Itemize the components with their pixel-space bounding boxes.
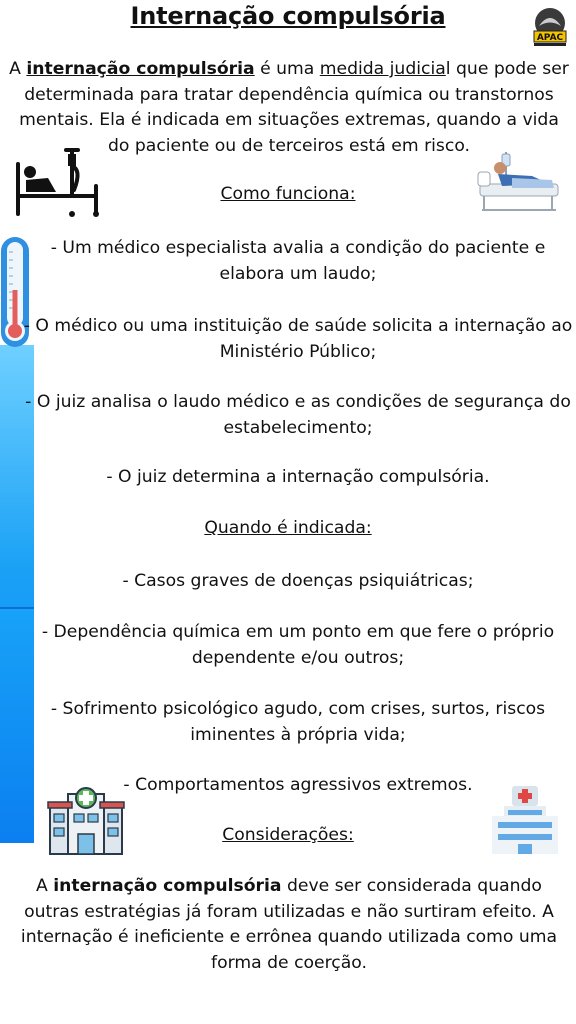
when-item: - Dependência química em um ponto em que fere o próprio dependente e/ou outros;: [41, 622, 555, 668]
intro-paragraph: A internação compulsória é uma medida judicial que pode ser determinada para tratar dependência química ou transtornos mentais. Ela é indicada em situações extremas, quando a vida do paciente ou de terceiros está em risco.: [9, 59, 569, 156]
how-item: - O médico ou uma instituição de saúde solicita a internação ao Ministério Público;: [23, 316, 573, 362]
how-heading: Como funciona:: [220, 184, 356, 204]
when-item: - Sofrimento psicológico agudo, com crises, surtos, riscos iminentes à própria vida;: [50, 699, 546, 745]
hospital-tower-icon: [490, 784, 560, 856]
considerations-term: internação compulsória: [53, 876, 282, 896]
how-item: - O juiz determina a internação compulsória.: [106, 467, 490, 487]
page-title: Internação compulsória: [130, 2, 446, 30]
considerations-heading: Considerações:: [222, 825, 354, 845]
hospital-bed-patient-icon: [12, 146, 104, 218]
intro-term: internação compulsória: [26, 59, 255, 79]
when-item: - Comportamentos agressivos extremos.: [123, 775, 473, 795]
how-item: - O juiz analisa o laudo médico e as condições de segurança do estabelecimento;: [25, 392, 571, 438]
hospital-building-icon: [46, 784, 126, 856]
patient-in-bed-icon: [472, 150, 562, 216]
considerations-paragraph: A internação compulsória deve ser considerada quando outras estratégias já foram utilizadas e não surtiram efeito. A internação é ineficiente e errônea quando utilizada como uma forma de coerção.: [20, 876, 558, 973]
how-item: - Um médico especialista avalia a condição do paciente e elabora um laudo;: [50, 238, 546, 284]
svg-text:APAC: APAC: [536, 33, 564, 43]
when-heading: Quando é indicada:: [204, 518, 372, 538]
intro-link: medida judicia: [319, 59, 446, 79]
when-item: - Casos graves de doenças psiquiátricas;: [122, 571, 474, 591]
apac-logo: [528, 4, 572, 48]
